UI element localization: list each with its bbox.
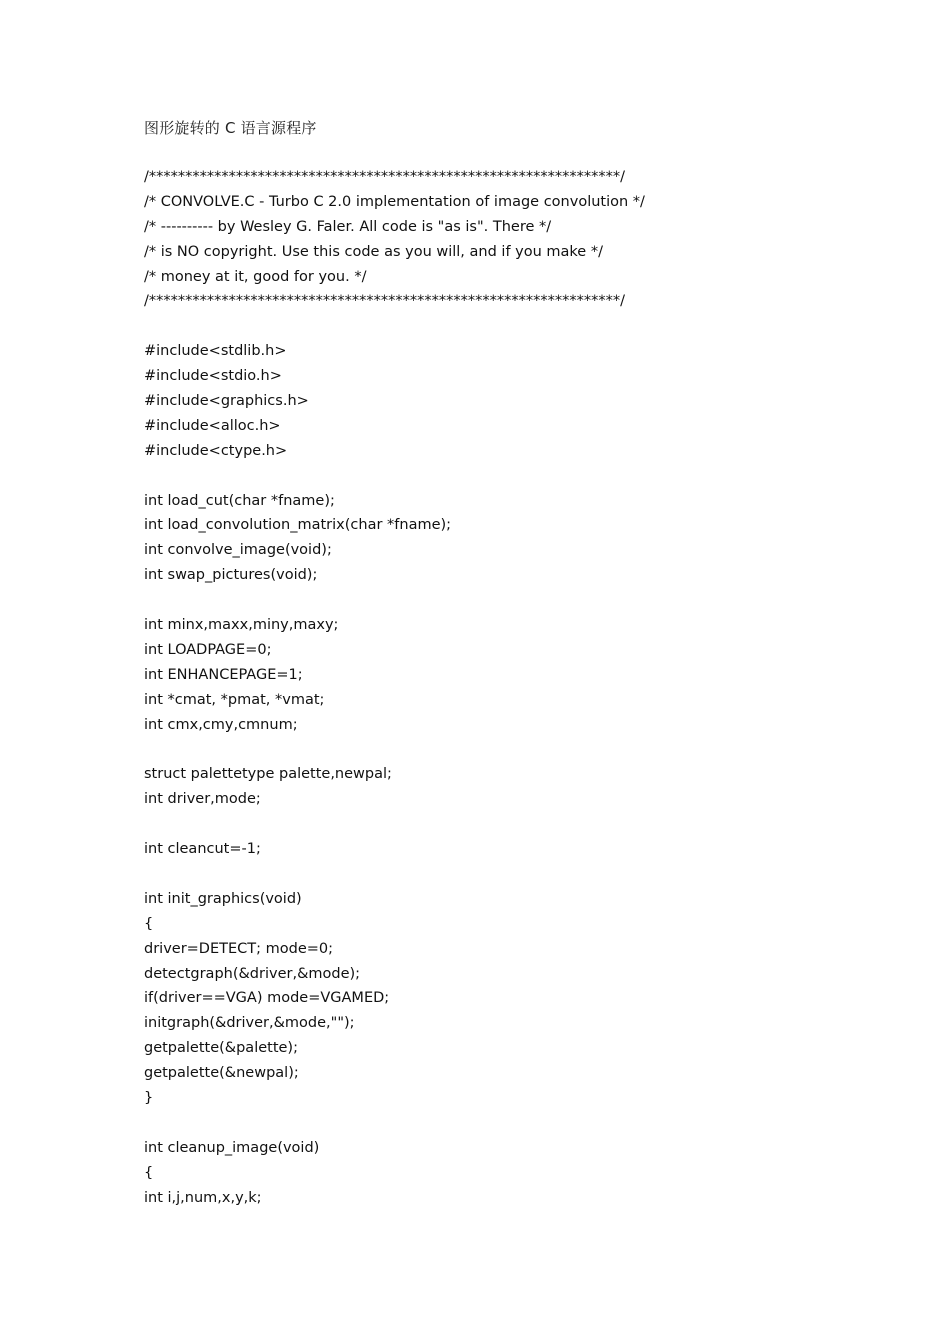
code-line xyxy=(144,737,934,762)
code-line: int convolve_image(void); xyxy=(144,542,332,559)
code-line: detectgraph(&driver,&mode); xyxy=(144,965,361,982)
document-title: 图形旋转的 C 语言源程序 xyxy=(144,119,317,137)
code-line: int ENHANCEPAGE=1; xyxy=(144,666,303,683)
code-line: if(driver==VGA) mode=VGAMED; xyxy=(144,990,390,1007)
code-line: /* CONVOLVE.C - Turbo C 2.0 implementation of image convolution */ xyxy=(144,193,645,210)
code-line: int minx,maxx,miny,maxy; xyxy=(144,617,339,634)
code-line: #include<ctype.h> xyxy=(144,442,288,459)
code-line: int cleancut=-1; xyxy=(144,841,261,858)
code-line: #include<stdlib.h> xyxy=(144,343,287,360)
code-line xyxy=(144,862,934,887)
code-line: /* money at it, good for you. */ xyxy=(144,268,367,285)
code-line: #include<graphics.h> xyxy=(144,393,309,410)
code-line: initgraph(&driver,&mode,""); xyxy=(144,1015,355,1032)
code-line: { xyxy=(144,915,154,932)
code-line: } xyxy=(144,1089,154,1106)
code-line xyxy=(144,588,934,613)
code-line: int cleanup_image(void) xyxy=(144,1139,320,1156)
code-line xyxy=(144,812,934,837)
code-line xyxy=(144,1111,934,1136)
code-line xyxy=(144,464,934,489)
code-line: getpalette(&newpal); xyxy=(144,1065,299,1082)
code-line: struct palettetype palette,newpal; xyxy=(144,766,392,783)
code-line: { xyxy=(144,1164,154,1181)
code-line: getpalette(&palette); xyxy=(144,1040,298,1057)
code-line: /* ---------- by Wesley G. Faler. All code is "as is". There */ xyxy=(144,218,552,235)
code-line: #include<stdio.h> xyxy=(144,368,282,385)
code-line: int init_graphics(void) xyxy=(144,890,302,907)
code-line: driver=DETECT; mode=0; xyxy=(144,940,334,957)
code-line: int i,j,num,x,y,k; xyxy=(144,1189,262,1206)
code-line: int *cmat, *pmat, *vmat; xyxy=(144,691,325,708)
code-line xyxy=(144,314,934,339)
code-line: /*****************************************************************/ xyxy=(144,293,626,310)
code-line: int load_convolution_matrix(char *fname); xyxy=(144,517,452,534)
code-line: int cmx,cmy,cmnum; xyxy=(144,716,298,733)
code-line: /* is NO copyright. Use this code as you will, and if you make */ xyxy=(144,243,603,260)
code-line: /*****************************************************************/ xyxy=(144,169,626,185)
code-line: int driver,mode; xyxy=(144,791,261,808)
code-line: #include<alloc.h> xyxy=(144,417,281,434)
code-line: int swap_pictures(void); xyxy=(144,567,318,584)
code-listing xyxy=(144,165,934,1210)
code-line: int LOADPAGE=0; xyxy=(144,641,272,658)
code-line: int load_cut(char *fname); xyxy=(144,492,335,509)
